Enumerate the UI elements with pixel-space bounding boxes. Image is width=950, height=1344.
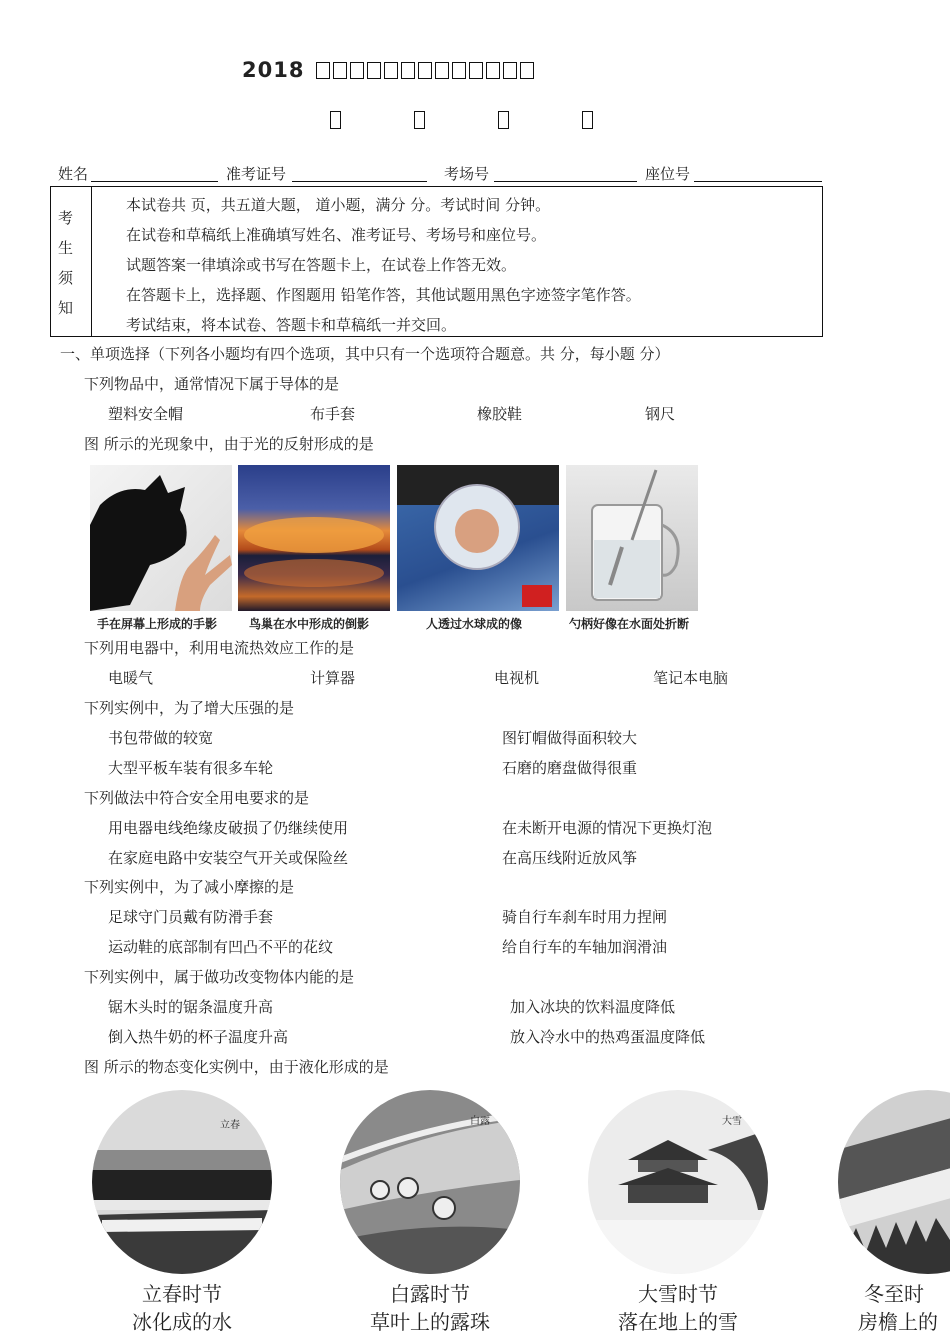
water-ball-photo[interactable] — [397, 465, 559, 611]
option-d[interactable]: 石磨的磨盘做得很重 — [502, 759, 638, 777]
title-glyph-box — [469, 62, 483, 79]
option-c[interactable]: 倒入热牛奶的杯子温度升高 — [108, 1028, 289, 1046]
title-glyph-box — [452, 62, 466, 79]
name-field[interactable] — [91, 181, 218, 182]
image-caption — [340, 1280, 520, 1336]
question-stem: 下列实例中，属于做功改变物体内能的是 — [84, 968, 355, 986]
question-stem: 下列实例中，为了减小摩擦的是 — [84, 878, 295, 896]
title-glyph-box — [520, 62, 534, 79]
image-caption-line1: 冬至时 — [864, 1282, 924, 1306]
snow-temple-photo[interactable] — [588, 1090, 768, 1275]
option-b[interactable]: 布手套 — [310, 405, 356, 423]
title-glyph-box — [401, 62, 415, 79]
question-stem: 下列物品中，通常情况下属于导体的是 — [84, 375, 340, 393]
exam-title — [242, 58, 534, 82]
title-glyph-box — [333, 62, 347, 79]
solar-term-stamp: 立春 — [220, 1120, 240, 1131]
title-glyph-box — [316, 62, 330, 79]
subtitle-glyph-box — [498, 111, 509, 129]
option-c[interactable]: 在家庭电路中安装空气开关或保险丝 — [108, 849, 349, 867]
image-caption — [92, 1280, 272, 1336]
option-d[interactable]: 给自行车的车轴加润滑油 — [502, 938, 668, 956]
notice-side-char: 生 — [58, 239, 74, 257]
solar-term-stamp: 大雪 — [722, 1116, 742, 1127]
option-a[interactable]: 塑料安全帽 — [108, 405, 184, 423]
notice-line: 考试结束，将本试卷、答题卡和草稿纸一并交回。 — [126, 316, 457, 334]
spoon-glass-drawing — [566, 465, 698, 611]
title-glyph-box — [435, 62, 449, 79]
title-glyph-box — [367, 62, 381, 79]
spoon-glass-photo[interactable] — [566, 465, 698, 611]
water-ball-drawing — [397, 465, 559, 611]
seat-label: 座位号 — [645, 165, 691, 183]
dew-drops-photo[interactable] — [340, 1090, 520, 1275]
birds-nest-photo[interactable] — [238, 465, 390, 611]
room-field[interactable] — [494, 181, 637, 182]
image-caption — [588, 1280, 768, 1336]
exam-id-field[interactable] — [292, 181, 427, 182]
name-label: 姓名 — [58, 165, 89, 183]
title-glyph-box — [350, 62, 364, 79]
photo-caption: 人透过水球成的像 — [426, 617, 523, 631]
subtitle-glyph-box — [414, 111, 425, 129]
image-caption — [858, 1280, 950, 1336]
hand-shadow-drawing — [90, 465, 232, 611]
question-stem: 下列做法中符合安全用电要求的是 — [84, 789, 310, 807]
option-c[interactable]: 运动鞋的底部制有凹凸不平的花纹 — [108, 938, 334, 956]
question-stem: 图 所示的光现象中，由于光的反射形成的是 — [84, 435, 374, 453]
question-stem: 下列实例中，为了增大压强的是 — [84, 699, 295, 717]
option-a[interactable]: 用电器电线绝缘皮破损了仍继续使用 — [108, 819, 349, 837]
photo-caption: 勺柄好像在水面处折断 — [569, 617, 690, 631]
exam-id-label: 准考证号 — [226, 165, 287, 183]
icicles-drawing — [836, 1090, 950, 1275]
image-caption-line2: 草叶上的露珠 — [370, 1310, 490, 1334]
notice-divider — [91, 187, 92, 336]
notice-side-char: 须 — [58, 269, 74, 287]
option-a[interactable]: 锯木头时的锯条温度升高 — [108, 998, 274, 1016]
option-a[interactable]: 电暖气 — [108, 669, 154, 687]
subtitle-glyph-box — [330, 111, 341, 129]
snow-temple-drawing — [588, 1090, 768, 1275]
image-caption-line1: 白露时节 — [390, 1282, 470, 1306]
option-d[interactable]: 笔记本电脑 — [653, 669, 729, 687]
title-glyph-box — [503, 62, 517, 79]
icicles-photo[interactable] — [836, 1090, 950, 1275]
photo-caption: 手在屏幕上形成的手影 — [97, 617, 218, 631]
image-caption-line2: 冰化成的水 — [132, 1310, 232, 1334]
birds-nest-drawing — [238, 465, 390, 611]
dew-drops-drawing — [340, 1090, 520, 1275]
image-caption-line2: 落在地上的雪 — [618, 1310, 738, 1334]
exam-title-year: 2018 — [242, 58, 305, 82]
option-c[interactable]: 橡胶鞋 — [477, 405, 523, 423]
option-d[interactable]: 放入冷水中的热鸡蛋温度降低 — [510, 1028, 706, 1046]
room-label: 考场号 — [444, 165, 490, 183]
notice-line: 在试卷和草稿纸上准确填写姓名、准考证号、考场号和座位号。 — [126, 226, 547, 244]
image-caption-line1: 大雪时节 — [638, 1282, 718, 1306]
image-caption-line1: 立春时节 — [142, 1282, 222, 1306]
notice-line: 试题答案一律填涂或书写在答题卡上，在试卷上作答无效。 — [126, 256, 517, 274]
spring-ice-drawing — [92, 1090, 272, 1275]
option-a[interactable]: 书包带做的较宽 — [108, 729, 214, 747]
notice-line: 在答题卡上，选择题、作图题用 铅笔作答，其他试题用黑色字迹签字笔作答。 — [126, 286, 641, 304]
subtitle-glyph-box — [582, 111, 593, 129]
option-c[interactable]: 电视机 — [494, 669, 540, 687]
option-b[interactable]: 加入冰块的饮料温度降低 — [510, 998, 676, 1016]
hand-shadow-photo[interactable] — [90, 465, 232, 611]
title-glyph-box — [486, 62, 500, 79]
notice-line: 本试卷共 页，共五道大题， 道小题，满分 分。考试时间 分钟。 — [126, 196, 551, 214]
option-b[interactable]: 在未断开电源的情况下更换灯泡 — [502, 819, 713, 837]
option-d[interactable]: 钢尺 — [645, 405, 676, 423]
option-c[interactable]: 大型平板车装有很多车轮 — [108, 759, 274, 777]
option-b[interactable]: 骑自行车刹车时用力捏闸 — [502, 908, 668, 926]
question-stem: 下列用电器中，利用电流热效应工作的是 — [84, 639, 355, 657]
title-placeholder-glyphs — [313, 58, 534, 82]
notice-side-char: 知 — [58, 299, 74, 317]
solar-term-stamp: 白露 — [470, 1116, 490, 1127]
title-glyph-box — [418, 62, 432, 79]
option-b[interactable]: 计算器 — [310, 669, 356, 687]
section-heading: 一、单项选择（下列各小题均有四个选项，其中只有一个选项符合题意。共 分，每小题 分） — [60, 345, 670, 363]
option-d[interactable]: 在高压线附近放风筝 — [502, 849, 638, 867]
photo-caption: 鸟巢在水中形成的倒影 — [249, 617, 370, 631]
seat-field[interactable] — [694, 181, 822, 182]
spring-ice-photo[interactable] — [92, 1090, 272, 1275]
question-stem: 图 所示的物态变化实例中，由于液化形成的是 — [84, 1058, 389, 1076]
image-caption-line2: 房檐上的 — [858, 1310, 938, 1334]
exam-notice-box — [50, 186, 823, 337]
option-a[interactable]: 足球守门员戴有防滑手套 — [108, 908, 274, 926]
notice-side-char: 考 — [58, 209, 74, 227]
exam-subtitle — [330, 110, 666, 134]
title-glyph-box — [384, 62, 398, 79]
option-b[interactable]: 图钉帽做得面积较大 — [502, 729, 638, 747]
